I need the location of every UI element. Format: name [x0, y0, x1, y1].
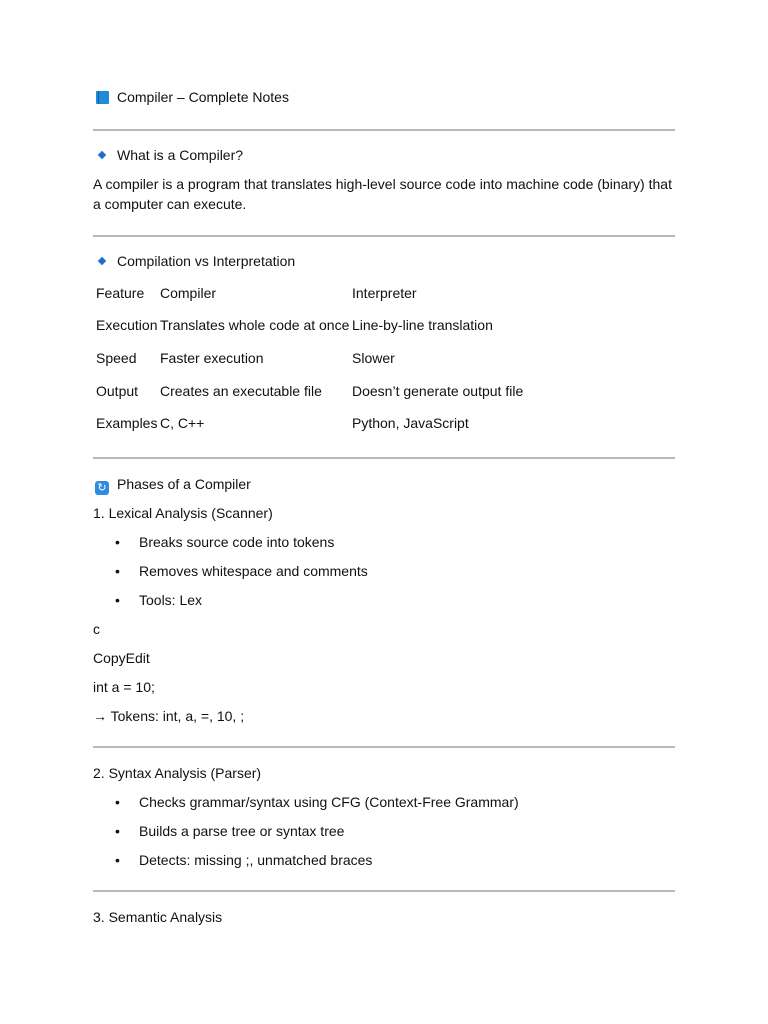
table-cell: Faster execution [160, 350, 264, 366]
divider [93, 235, 675, 237]
code-line: int a = 10; [93, 679, 155, 695]
list-item: • Breaks source code into tokens [115, 532, 334, 552]
diamond-icon [98, 151, 106, 159]
table-header-cell: Interpreter [352, 285, 417, 301]
doc-title: Compiler – Complete Notes [93, 87, 289, 107]
table-cell: Speed [96, 350, 137, 366]
divider [93, 457, 675, 459]
what-paragraph: A compiler is a program that translates high-level source code into machine code (binary) that a computer can execute. [93, 176, 672, 212]
divider [93, 129, 675, 131]
book-icon [96, 91, 109, 104]
list-item: • Builds a parse tree or syntax tree [115, 821, 344, 841]
table-cell: Python, JavaScript [352, 415, 469, 431]
phase-title-lexical: 1. Lexical Analysis (Scanner) [93, 505, 273, 521]
diamond-icon [98, 257, 106, 265]
section-heading-what: What is a Compiler? [93, 145, 243, 165]
table-cell: Examples [96, 415, 158, 431]
copy-edit-button[interactable]: CopyEdit [93, 650, 150, 666]
cycle-icon: ↻ [95, 481, 109, 495]
divider [93, 746, 675, 748]
divider [93, 890, 675, 892]
code-language-label: c [93, 621, 100, 637]
table-cell: Output [96, 383, 139, 399]
phase-title-syntax: 2. Syntax Analysis (Parser) [93, 765, 262, 781]
list-item: • Detects: missing ;, unmatched braces [115, 850, 372, 870]
phase-title-semantic: 3. Semantic Analysis [93, 909, 223, 925]
table-cell: C, C++ [160, 415, 205, 431]
table-cell: Slower [352, 350, 395, 366]
table-cell: Line-by-line translation [352, 317, 493, 333]
table-cell: Creates an executable file [160, 383, 322, 399]
list-item: • Tools: Lex [115, 590, 202, 610]
section-heading-comparison: Compilation vs Interpretation [93, 251, 295, 271]
table-header-cell: Compiler [160, 285, 217, 301]
tokens-line: → Tokens: int, a, =, 10, ; [93, 708, 245, 724]
list-item: • Checks grammar/syntax using CFG (Context-Free Grammar) [115, 792, 519, 812]
list-item: • Removes whitespace and comments [115, 561, 368, 581]
table-header-cell: Feature [96, 285, 145, 301]
section-heading-phases: ↻ Phases of a Compiler [93, 474, 251, 495]
table-cell: Execution [96, 317, 158, 333]
table-cell: Translates whole code at once [160, 317, 350, 333]
table-cell: Doesn’t generate output file [352, 383, 524, 399]
